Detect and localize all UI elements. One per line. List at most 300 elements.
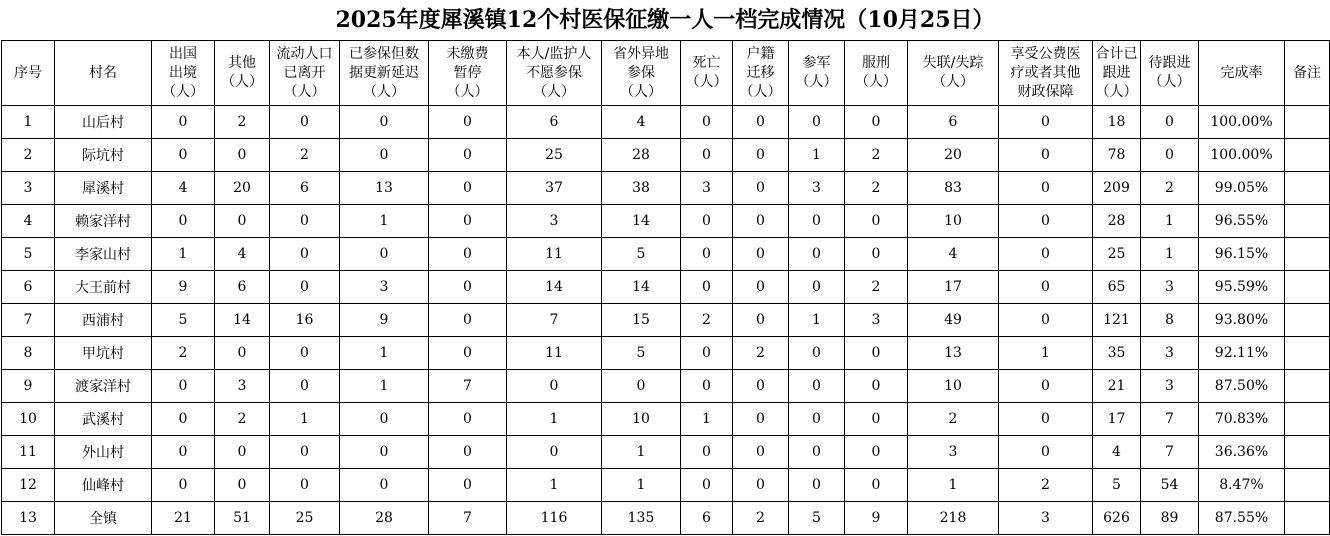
cell-serial-no[interactable]: 2 bbox=[2, 139, 55, 172]
cell-total-followed[interactable]: 78 bbox=[1093, 139, 1141, 172]
cell-refuse-insurance[interactable]: 3 bbox=[507, 205, 602, 238]
cell-missing[interactable]: 3 bbox=[908, 436, 999, 469]
cell-deceased[interactable]: 0 bbox=[681, 139, 733, 172]
cell-insured-data-delay[interactable]: 1 bbox=[340, 370, 429, 403]
header-other bbox=[215, 41, 270, 106]
cell-serial-no[interactable]: 11 bbox=[2, 436, 55, 469]
cell-completion-rate[interactable]: 95.59% bbox=[1199, 271, 1285, 304]
cell-migrant-left[interactable]: 0 bbox=[270, 469, 340, 502]
cell-abroad[interactable]: 1 bbox=[152, 238, 215, 271]
cell-insured-data-delay[interactable]: 1 bbox=[340, 205, 429, 238]
cell-unpaid-suspended[interactable]: 7 bbox=[429, 502, 507, 535]
cell-remarks[interactable] bbox=[1285, 337, 1330, 370]
cell-serial-no[interactable]: 13 bbox=[2, 502, 55, 535]
cell-remarks[interactable] bbox=[1285, 172, 1330, 205]
cell-household-moved[interactable]: 2 bbox=[733, 502, 789, 535]
cell-unpaid-suspended[interactable]: 7 bbox=[429, 370, 507, 403]
cell-public-medical-care[interactable]: 0 bbox=[999, 403, 1093, 436]
cell-deceased[interactable]: 0 bbox=[681, 271, 733, 304]
cell-insured-data-delay[interactable]: 0 bbox=[340, 436, 429, 469]
cell-abroad[interactable]: 0 bbox=[152, 403, 215, 436]
cell-refuse-insurance[interactable]: 0 bbox=[507, 370, 602, 403]
cell-other[interactable]: 0 bbox=[215, 436, 270, 469]
table-row bbox=[2, 436, 1330, 469]
cell-public-medical-care[interactable]: 1 bbox=[999, 337, 1093, 370]
cell-other[interactable]: 3 bbox=[215, 370, 270, 403]
cell-village-name[interactable]: 渡家洋村 bbox=[55, 370, 152, 403]
cell-completion-rate[interactable]: 100.00% bbox=[1199, 139, 1285, 172]
cell-abroad[interactable]: 0 bbox=[152, 436, 215, 469]
cell-military[interactable]: 1 bbox=[789, 304, 845, 337]
table-row bbox=[2, 271, 1330, 304]
cell-missing[interactable]: 2 bbox=[908, 403, 999, 436]
cell-remarks[interactable] bbox=[1285, 106, 1330, 139]
cell-public-medical-care[interactable]: 0 bbox=[999, 271, 1093, 304]
cell-migrant-left[interactable]: 0 bbox=[270, 436, 340, 469]
header-line: 出国 bbox=[169, 45, 197, 62]
header-completion-rate bbox=[1199, 41, 1285, 106]
cell-out-of-province-insured[interactable]: 14 bbox=[602, 205, 681, 238]
cell-abroad[interactable]: 0 bbox=[152, 205, 215, 238]
cell-remarks[interactable] bbox=[1285, 502, 1330, 535]
header-remarks bbox=[1285, 41, 1330, 106]
cell-public-medical-care[interactable]: 0 bbox=[999, 139, 1093, 172]
cell-migrant-left[interactable]: 2 bbox=[270, 139, 340, 172]
cell-abroad[interactable]: 4 bbox=[152, 172, 215, 205]
cell-remarks[interactable] bbox=[1285, 238, 1330, 271]
cell-pending-followup[interactable]: 7 bbox=[1141, 436, 1199, 469]
cell-other[interactable]: 0 bbox=[215, 139, 270, 172]
header-serving-sentence bbox=[845, 41, 908, 106]
cell-insured-data-delay[interactable]: 13 bbox=[340, 172, 429, 205]
cell-migrant-left[interactable]: 16 bbox=[270, 304, 340, 337]
cell-abroad[interactable]: 0 bbox=[152, 469, 215, 502]
cell-total-followed[interactable]: 5 bbox=[1093, 469, 1141, 502]
cell-remarks[interactable] bbox=[1285, 271, 1330, 304]
cell-other[interactable]: 0 bbox=[215, 205, 270, 238]
cell-household-moved[interactable]: 0 bbox=[733, 205, 789, 238]
cell-unpaid-suspended[interactable]: 0 bbox=[429, 403, 507, 436]
table-row bbox=[2, 337, 1330, 370]
cell-other[interactable]: 14 bbox=[215, 304, 270, 337]
header-insured-data-delay bbox=[340, 41, 429, 106]
cell-refuse-insurance[interactable]: 1 bbox=[507, 403, 602, 436]
cell-refuse-insurance[interactable]: 14 bbox=[507, 271, 602, 304]
cell-serving-sentence[interactable]: 0 bbox=[845, 337, 908, 370]
cell-total-followed[interactable]: 209 bbox=[1093, 172, 1141, 205]
cell-insured-data-delay[interactable]: 0 bbox=[340, 106, 429, 139]
cell-other[interactable]: 4 bbox=[215, 238, 270, 271]
table-row bbox=[2, 469, 1330, 502]
cell-military[interactable]: 0 bbox=[789, 205, 845, 238]
cell-deceased[interactable]: 0 bbox=[681, 106, 733, 139]
cell-deceased[interactable]: 1 bbox=[681, 403, 733, 436]
cell-missing[interactable]: 1 bbox=[908, 469, 999, 502]
cell-other[interactable]: 0 bbox=[215, 469, 270, 502]
header-line: （人） bbox=[221, 74, 263, 90]
cell-unpaid-suspended[interactable]: 0 bbox=[429, 139, 507, 172]
cell-village-name[interactable]: 外山村 bbox=[55, 436, 152, 469]
cell-military[interactable]: 0 bbox=[789, 436, 845, 469]
cell-insured-data-delay[interactable]: 0 bbox=[340, 469, 429, 502]
header-line: 流动人口 bbox=[276, 45, 333, 62]
cell-insured-data-delay[interactable]: 28 bbox=[340, 502, 429, 535]
cell-military[interactable]: 0 bbox=[789, 106, 845, 139]
cell-abroad[interactable]: 0 bbox=[152, 370, 215, 403]
cell-missing[interactable]: 20 bbox=[908, 139, 999, 172]
cell-serving-sentence[interactable]: 0 bbox=[845, 238, 908, 271]
cell-completion-rate[interactable]: 93.80% bbox=[1199, 304, 1285, 337]
cell-total-followed[interactable]: 18 bbox=[1093, 106, 1141, 139]
header-military bbox=[789, 41, 845, 106]
cell-abroad[interactable]: 9 bbox=[152, 271, 215, 304]
cell-military[interactable]: 0 bbox=[789, 370, 845, 403]
cell-remarks[interactable] bbox=[1285, 469, 1330, 502]
cell-serving-sentence[interactable]: 0 bbox=[845, 403, 908, 436]
cell-missing[interactable]: 49 bbox=[908, 304, 999, 337]
cell-public-medical-care[interactable]: 0 bbox=[999, 436, 1093, 469]
cell-completion-rate[interactable]: 100.00% bbox=[1199, 106, 1285, 139]
cell-household-moved[interactable]: 0 bbox=[733, 469, 789, 502]
cell-serving-sentence[interactable]: 0 bbox=[845, 469, 908, 502]
cell-insured-data-delay[interactable]: 0 bbox=[340, 403, 429, 436]
cell-total-followed[interactable]: 28 bbox=[1093, 205, 1141, 238]
cell-deceased[interactable]: 6 bbox=[681, 502, 733, 535]
header-line: 跟进 bbox=[1102, 64, 1131, 81]
cell-unpaid-suspended[interactable]: 0 bbox=[429, 469, 507, 502]
cell-serving-sentence[interactable]: 2 bbox=[845, 139, 908, 172]
header-out-of-province-insured bbox=[602, 41, 681, 106]
cell-serving-sentence[interactable]: 0 bbox=[845, 436, 908, 469]
cell-serving-sentence[interactable]: 0 bbox=[845, 370, 908, 403]
cell-unpaid-suspended[interactable]: 0 bbox=[429, 106, 507, 139]
cell-refuse-insurance[interactable]: 7 bbox=[507, 304, 602, 337]
cell-unpaid-suspended[interactable]: 0 bbox=[429, 436, 507, 469]
cell-missing[interactable]: 10 bbox=[908, 370, 999, 403]
cell-military[interactable]: 5 bbox=[789, 502, 845, 535]
header-line: 已参保但数 bbox=[349, 45, 419, 62]
cell-serving-sentence[interactable]: 0 bbox=[845, 205, 908, 238]
cell-total-followed[interactable]: 4 bbox=[1093, 436, 1141, 469]
table-row bbox=[2, 403, 1330, 436]
cell-serial-no[interactable]: 8 bbox=[2, 337, 55, 370]
table-body bbox=[2, 106, 1330, 535]
cell-abroad[interactable]: 21 bbox=[152, 502, 215, 535]
table-row bbox=[2, 139, 1330, 172]
cell-public-medical-care[interactable]: 0 bbox=[999, 172, 1093, 205]
header-line: （人） bbox=[162, 83, 204, 100]
cell-insured-data-delay[interactable]: 9 bbox=[340, 304, 429, 337]
sheet-title: 2025年度犀溪镇12个村医保征缴一人一档完成情况（10月25日） bbox=[335, 7, 995, 33]
cell-out-of-province-insured[interactable]: 5 bbox=[602, 337, 681, 370]
cell-household-moved[interactable]: 0 bbox=[733, 403, 789, 436]
cell-out-of-province-insured[interactable]: 135 bbox=[602, 502, 681, 535]
cell-household-moved[interactable]: 0 bbox=[733, 271, 789, 304]
cell-village-name[interactable]: 全镇 bbox=[55, 502, 152, 535]
cell-missing[interactable]: 13 bbox=[908, 337, 999, 370]
header-line: 备注 bbox=[1293, 64, 1321, 81]
cell-completion-rate[interactable]: 99.05% bbox=[1199, 172, 1285, 205]
cell-out-of-province-insured[interactable]: 0 bbox=[602, 370, 681, 403]
cell-pending-followup[interactable]: 3 bbox=[1141, 370, 1199, 403]
header-missing bbox=[908, 41, 999, 106]
cell-remarks[interactable] bbox=[1285, 304, 1330, 337]
cell-household-moved[interactable]: 0 bbox=[733, 304, 789, 337]
cell-village-name[interactable]: 李家山村 bbox=[55, 238, 152, 271]
cell-household-moved[interactable]: 0 bbox=[733, 370, 789, 403]
cell-migrant-left[interactable]: 0 bbox=[270, 106, 340, 139]
cell-total-followed[interactable]: 21 bbox=[1093, 370, 1141, 403]
cell-village-name[interactable]: 赖家洋村 bbox=[55, 205, 152, 238]
cell-insured-data-delay[interactable]: 1 bbox=[340, 337, 429, 370]
completion-table bbox=[1, 40, 1330, 535]
cell-out-of-province-insured[interactable]: 14 bbox=[602, 271, 681, 304]
cell-total-followed[interactable]: 17 bbox=[1093, 403, 1141, 436]
cell-insured-data-delay[interactable]: 0 bbox=[340, 238, 429, 271]
cell-refuse-insurance[interactable]: 0 bbox=[507, 436, 602, 469]
cell-household-moved[interactable]: 0 bbox=[733, 238, 789, 271]
cell-village-name[interactable]: 甲坑村 bbox=[55, 337, 152, 370]
header-line: 待跟进 bbox=[1148, 55, 1191, 71]
cell-refuse-insurance[interactable]: 11 bbox=[507, 238, 602, 271]
header-line: 合计已 bbox=[1095, 45, 1138, 62]
cell-public-medical-care[interactable]: 3 bbox=[999, 502, 1093, 535]
cell-total-followed[interactable]: 65 bbox=[1093, 271, 1141, 304]
cell-village-name[interactable]: 山后村 bbox=[55, 106, 152, 139]
header-line: 参保 bbox=[627, 64, 655, 81]
cell-unpaid-suspended[interactable]: 0 bbox=[429, 238, 507, 271]
cell-migrant-left[interactable]: 6 bbox=[270, 172, 340, 205]
cell-migrant-left[interactable]: 25 bbox=[270, 502, 340, 535]
header-line: （人） bbox=[620, 83, 662, 100]
cell-deceased[interactable]: 0 bbox=[681, 469, 733, 502]
table-row bbox=[2, 370, 1330, 403]
cell-serial-no[interactable]: 4 bbox=[2, 205, 55, 238]
cell-other[interactable]: 0 bbox=[215, 337, 270, 370]
table-row bbox=[2, 205, 1330, 238]
cell-public-medical-care[interactable]: 0 bbox=[999, 106, 1093, 139]
cell-serial-no[interactable]: 7 bbox=[2, 304, 55, 337]
cell-insured-data-delay[interactable]: 0 bbox=[340, 139, 429, 172]
header-line: 已离开 bbox=[283, 64, 326, 81]
cell-village-name[interactable]: 际坑村 bbox=[55, 139, 152, 172]
cell-pending-followup[interactable]: 2 bbox=[1141, 172, 1199, 205]
header-line: （人） bbox=[1148, 74, 1191, 90]
cell-unpaid-suspended[interactable]: 0 bbox=[429, 205, 507, 238]
cell-remarks[interactable] bbox=[1285, 370, 1330, 403]
cell-military[interactable]: 0 bbox=[789, 238, 845, 271]
cell-serving-sentence[interactable]: 0 bbox=[845, 106, 908, 139]
header-migrant-left bbox=[270, 41, 340, 106]
cell-out-of-province-insured[interactable]: 28 bbox=[602, 139, 681, 172]
cell-household-moved[interactable]: 0 bbox=[733, 139, 789, 172]
cell-migrant-left[interactable]: 0 bbox=[270, 370, 340, 403]
cell-missing[interactable]: 17 bbox=[908, 271, 999, 304]
cell-missing[interactable]: 6 bbox=[908, 106, 999, 139]
cell-refuse-insurance[interactable]: 1 bbox=[507, 469, 602, 502]
cell-serial-no[interactable]: 9 bbox=[2, 370, 55, 403]
header-abroad bbox=[152, 41, 215, 106]
cell-pending-followup[interactable]: 8 bbox=[1141, 304, 1199, 337]
cell-completion-rate[interactable]: 96.55% bbox=[1199, 205, 1285, 238]
cell-out-of-province-insured[interactable]: 1 bbox=[602, 436, 681, 469]
cell-public-medical-care[interactable]: 0 bbox=[999, 205, 1093, 238]
cell-serving-sentence[interactable]: 9 bbox=[845, 502, 908, 535]
cell-insured-data-delay[interactable]: 3 bbox=[340, 271, 429, 304]
cell-completion-rate[interactable]: 92.11% bbox=[1199, 337, 1285, 370]
cell-serving-sentence[interactable]: 2 bbox=[845, 271, 908, 304]
header-line: 省外异地 bbox=[613, 45, 669, 62]
cell-out-of-province-insured[interactable]: 5 bbox=[602, 238, 681, 271]
cell-deceased[interactable]: 2 bbox=[681, 304, 733, 337]
cell-other[interactable]: 2 bbox=[215, 106, 270, 139]
cell-abroad[interactable]: 0 bbox=[152, 139, 215, 172]
cell-village-name[interactable]: 武溪村 bbox=[55, 403, 152, 436]
cell-total-followed[interactable]: 35 bbox=[1093, 337, 1141, 370]
cell-total-followed[interactable]: 626 bbox=[1093, 502, 1141, 535]
cell-missing[interactable]: 218 bbox=[908, 502, 999, 535]
cell-pending-followup[interactable]: 3 bbox=[1141, 271, 1199, 304]
cell-serving-sentence[interactable]: 2 bbox=[845, 172, 908, 205]
header-line: 未缴费 bbox=[446, 45, 489, 62]
cell-other[interactable]: 51 bbox=[215, 502, 270, 535]
cell-serial-no[interactable]: 5 bbox=[2, 238, 55, 271]
header-deceased bbox=[681, 41, 733, 106]
cell-village-name[interactable]: 西浦村 bbox=[55, 304, 152, 337]
cell-remarks[interactable] bbox=[1285, 403, 1330, 436]
cell-military[interactable]: 0 bbox=[789, 337, 845, 370]
header-line: 完成率 bbox=[1220, 64, 1263, 81]
cell-deceased[interactable]: 0 bbox=[681, 205, 733, 238]
cell-serial-no[interactable]: 10 bbox=[2, 403, 55, 436]
cell-migrant-left[interactable]: 0 bbox=[270, 337, 340, 370]
cell-out-of-province-insured[interactable]: 15 bbox=[602, 304, 681, 337]
cell-migrant-left[interactable]: 0 bbox=[270, 205, 340, 238]
cell-completion-rate[interactable]: 8.47% bbox=[1199, 469, 1285, 502]
cell-unpaid-suspended[interactable]: 0 bbox=[429, 172, 507, 205]
cell-remarks[interactable] bbox=[1285, 205, 1330, 238]
cell-refuse-insurance[interactable]: 11 bbox=[507, 337, 602, 370]
cell-military[interactable]: 0 bbox=[789, 271, 845, 304]
cell-unpaid-suspended[interactable]: 0 bbox=[429, 304, 507, 337]
cell-abroad[interactable]: 5 bbox=[152, 304, 215, 337]
cell-other[interactable]: 2 bbox=[215, 403, 270, 436]
cell-completion-rate[interactable]: 96.15% bbox=[1199, 238, 1285, 271]
cell-public-medical-care[interactable]: 0 bbox=[999, 370, 1093, 403]
cell-completion-rate[interactable]: 87.50% bbox=[1199, 370, 1285, 403]
header-line: 暂停 bbox=[453, 64, 482, 81]
cell-abroad[interactable]: 2 bbox=[152, 337, 215, 370]
cell-village-name[interactable]: 犀溪村 bbox=[55, 172, 152, 205]
cell-pending-followup[interactable]: 0 bbox=[1141, 106, 1199, 139]
cell-military[interactable]: 0 bbox=[789, 403, 845, 436]
header-refuse-insurance bbox=[507, 41, 602, 106]
cell-abroad[interactable]: 0 bbox=[152, 106, 215, 139]
cell-remarks[interactable] bbox=[1285, 436, 1330, 469]
cell-out-of-province-insured[interactable]: 1 bbox=[602, 469, 681, 502]
cell-military[interactable]: 1 bbox=[789, 139, 845, 172]
cell-remarks[interactable] bbox=[1285, 139, 1330, 172]
cell-out-of-province-insured[interactable]: 10 bbox=[602, 403, 681, 436]
cell-military[interactable]: 3 bbox=[789, 172, 845, 205]
cell-pending-followup[interactable]: 3 bbox=[1141, 337, 1199, 370]
header-line: 参军 bbox=[802, 55, 831, 71]
cell-deceased[interactable]: 0 bbox=[681, 436, 733, 469]
cell-deceased[interactable]: 3 bbox=[681, 172, 733, 205]
header-line: （人） bbox=[739, 83, 782, 100]
header-line: 出境 bbox=[169, 64, 197, 81]
cell-unpaid-suspended[interactable]: 0 bbox=[429, 271, 507, 304]
table-row bbox=[2, 304, 1330, 337]
cell-serial-no[interactable]: 3 bbox=[2, 172, 55, 205]
cell-missing[interactable]: 83 bbox=[908, 172, 999, 205]
cell-migrant-left[interactable]: 1 bbox=[270, 403, 340, 436]
table-row bbox=[2, 106, 1330, 139]
cell-refuse-insurance[interactable]: 116 bbox=[507, 502, 602, 535]
cell-total-followed[interactable]: 25 bbox=[1093, 238, 1141, 271]
cell-village-name[interactable]: 大王前村 bbox=[55, 271, 152, 304]
cell-public-medical-care[interactable]: 0 bbox=[999, 304, 1093, 337]
cell-household-moved[interactable]: 0 bbox=[733, 436, 789, 469]
cell-pending-followup[interactable]: 1 bbox=[1141, 205, 1199, 238]
header-line: （人） bbox=[855, 74, 897, 90]
cell-pending-followup[interactable]: 54 bbox=[1141, 469, 1199, 502]
cell-military[interactable]: 0 bbox=[789, 469, 845, 502]
cell-out-of-province-insured[interactable]: 38 bbox=[602, 172, 681, 205]
cell-pending-followup[interactable]: 0 bbox=[1141, 139, 1199, 172]
cell-refuse-insurance[interactable]: 25 bbox=[507, 139, 602, 172]
table-row bbox=[2, 502, 1330, 535]
cell-migrant-left[interactable]: 0 bbox=[270, 271, 340, 304]
cell-other[interactable]: 20 bbox=[215, 172, 270, 205]
cell-unpaid-suspended[interactable]: 0 bbox=[429, 337, 507, 370]
header-row bbox=[2, 41, 1330, 106]
cell-deceased[interactable]: 0 bbox=[681, 370, 733, 403]
cell-household-moved[interactable]: 0 bbox=[733, 106, 789, 139]
cell-serving-sentence[interactable]: 3 bbox=[845, 304, 908, 337]
cell-pending-followup[interactable]: 89 bbox=[1141, 502, 1199, 535]
cell-refuse-insurance[interactable]: 6 bbox=[507, 106, 602, 139]
header-line: （人） bbox=[685, 74, 728, 90]
cell-household-moved[interactable]: 2 bbox=[733, 337, 789, 370]
cell-household-moved[interactable]: 0 bbox=[733, 172, 789, 205]
cell-pending-followup[interactable]: 1 bbox=[1141, 238, 1199, 271]
cell-total-followed[interactable]: 121 bbox=[1093, 304, 1141, 337]
cell-public-medical-care[interactable]: 2 bbox=[999, 469, 1093, 502]
cell-serial-no[interactable]: 12 bbox=[2, 469, 55, 502]
cell-serial-no[interactable]: 1 bbox=[2, 106, 55, 139]
cell-completion-rate[interactable]: 36.36% bbox=[1199, 436, 1285, 469]
cell-pending-followup[interactable]: 7 bbox=[1141, 403, 1199, 436]
cell-migrant-left[interactable]: 0 bbox=[270, 238, 340, 271]
header-line: （人） bbox=[932, 74, 974, 90]
cell-missing[interactable]: 10 bbox=[908, 205, 999, 238]
cell-refuse-insurance[interactable]: 37 bbox=[507, 172, 602, 205]
header-line: 序号 bbox=[14, 64, 42, 81]
cell-completion-rate[interactable]: 87.55% bbox=[1199, 502, 1285, 535]
cell-village-name[interactable]: 仙峰村 bbox=[55, 469, 152, 502]
cell-out-of-province-insured[interactable]: 4 bbox=[602, 106, 681, 139]
cell-deceased[interactable]: 0 bbox=[681, 238, 733, 271]
cell-serial-no[interactable]: 6 bbox=[2, 271, 55, 304]
cell-completion-rate[interactable]: 70.83% bbox=[1199, 403, 1285, 436]
cell-missing[interactable]: 4 bbox=[908, 238, 999, 271]
header-line: （人） bbox=[1095, 83, 1138, 100]
header-unpaid-suspended bbox=[429, 41, 507, 106]
cell-deceased[interactable]: 0 bbox=[681, 337, 733, 370]
cell-other[interactable]: 6 bbox=[215, 271, 270, 304]
cell-public-medical-care[interactable]: 0 bbox=[999, 238, 1093, 271]
